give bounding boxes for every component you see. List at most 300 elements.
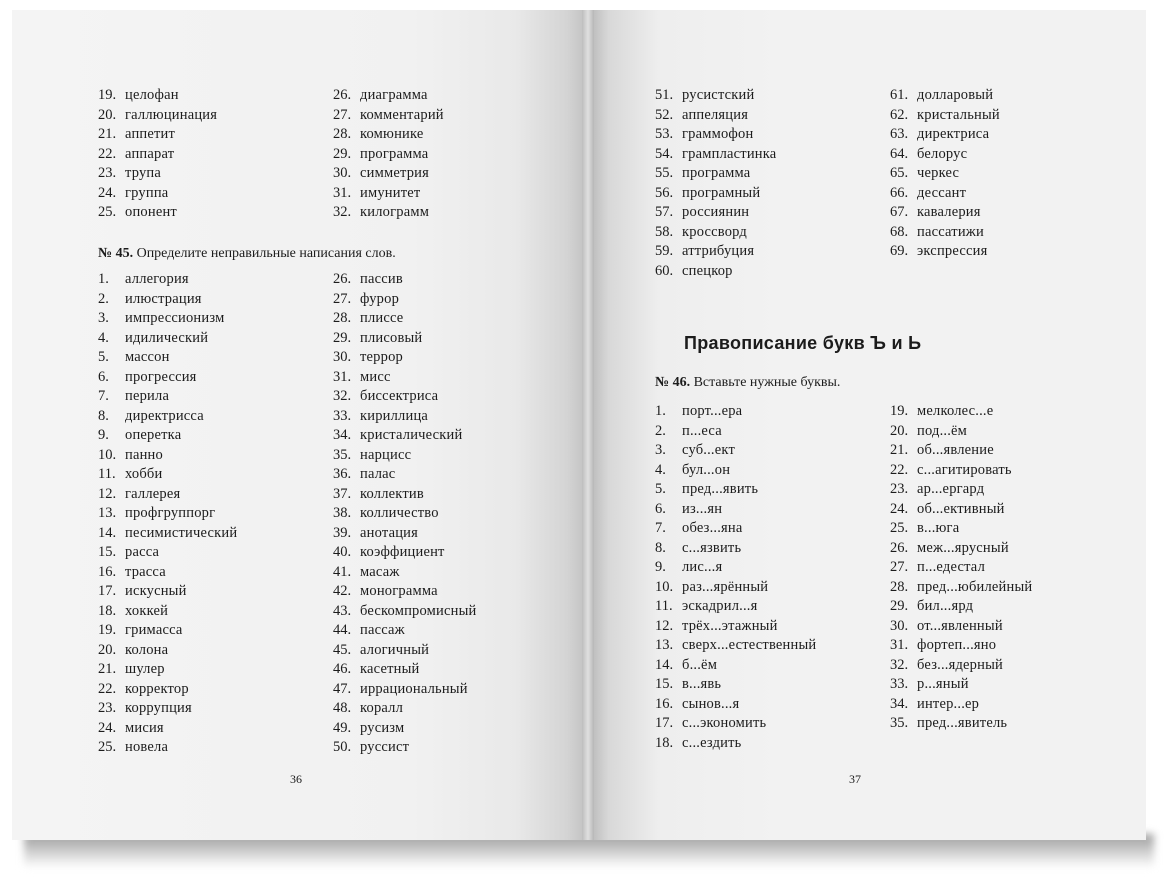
item-word: меж...ярусный	[917, 539, 1009, 556]
item-number: 35.	[890, 715, 909, 731]
list-item	[655, 578, 816, 598]
list-item	[890, 223, 1000, 243]
list-item	[98, 485, 237, 505]
item-word: аттрибуция	[682, 243, 755, 259]
list-item	[655, 164, 776, 184]
item-number: 34.	[890, 695, 909, 712]
item-word: долларовый	[917, 87, 994, 103]
item-word: бил...ярд	[917, 598, 974, 614]
item-word: с...ездить	[682, 734, 742, 751]
item-word: пред...явить	[682, 481, 759, 497]
list-item	[890, 125, 1000, 145]
item-word: расса	[125, 544, 160, 560]
item-number: 7.	[98, 388, 109, 404]
list-item	[333, 485, 477, 505]
item-number: 30.	[333, 349, 352, 365]
exercise-number: № 45.	[98, 246, 134, 261]
list-item	[890, 519, 1032, 539]
item-number: 63.	[890, 126, 909, 142]
item-number: 14.	[98, 524, 117, 541]
item-word: ар...ергард	[917, 481, 985, 497]
item-word: трупа	[125, 165, 162, 181]
exercise-number: № 46.	[655, 375, 691, 390]
item-word: с...экономить	[682, 715, 767, 731]
item-word: мисс	[360, 368, 391, 385]
item-number: 60.	[655, 262, 674, 279]
list-item	[333, 164, 444, 184]
list-item	[655, 184, 776, 204]
list-item	[333, 446, 477, 466]
item-word: масаж	[360, 563, 400, 580]
item-word: с...язвить	[682, 539, 742, 556]
list-item	[98, 125, 217, 145]
item-number: 15.	[98, 544, 117, 560]
item-number: 65.	[890, 165, 909, 181]
item-number: 58.	[655, 223, 674, 240]
item-word: биссектриса	[360, 388, 439, 404]
list-item	[890, 656, 1032, 676]
list-item	[98, 738, 237, 758]
item-number: 31.	[333, 184, 352, 201]
list-item	[98, 203, 217, 223]
item-number: 30.	[890, 617, 909, 634]
open-book	[10, 10, 1148, 868]
item-number: 40.	[333, 544, 352, 560]
item-number: 8.	[655, 539, 666, 556]
list-item	[890, 695, 1032, 715]
item-word: аппетит	[125, 126, 176, 142]
item-word: эскадрил...я	[682, 598, 758, 614]
list-item	[333, 387, 477, 407]
list-item	[333, 348, 477, 368]
item-word: целофан	[125, 87, 179, 103]
item-number: 34.	[333, 427, 352, 443]
item-word: программа	[360, 145, 429, 162]
item-word: песимистический	[125, 524, 238, 541]
item-word: мисия	[125, 719, 164, 736]
item-number: 21.	[890, 442, 909, 458]
item-word: аппарат	[125, 145, 175, 162]
item-word: галлерея	[125, 485, 181, 502]
item-word: пассаж	[360, 622, 405, 638]
item-word: пред...юбилейный	[917, 578, 1033, 595]
item-word: черкес	[917, 165, 960, 181]
list-item	[655, 636, 816, 656]
item-word: анотация	[360, 524, 418, 541]
item-word: пассив	[360, 271, 403, 287]
item-number: 28.	[333, 310, 352, 326]
item-number: 49.	[333, 719, 352, 736]
item-word: р...яный	[917, 676, 969, 692]
list-item	[98, 407, 237, 427]
item-word: из...ян	[682, 500, 723, 517]
list-item	[890, 86, 1000, 106]
list-item	[655, 617, 816, 637]
list-item	[655, 539, 816, 559]
item-word: комюнике	[360, 126, 424, 142]
item-word: гримасса	[125, 622, 183, 638]
item-number: 19.	[98, 622, 117, 638]
item-word: мелколес...е	[917, 403, 994, 419]
list-item	[890, 617, 1032, 637]
item-word: лис...я	[682, 559, 723, 575]
list-item	[98, 329, 237, 349]
list-item	[98, 719, 237, 739]
item-word: пассатижи	[917, 223, 984, 240]
item-number: 24.	[98, 719, 117, 736]
item-word: иррациональный	[360, 680, 468, 697]
list-item	[890, 675, 1032, 695]
list-item	[655, 262, 776, 282]
item-number: 31.	[333, 368, 352, 385]
list-item	[655, 480, 816, 500]
section-heading: Правописание букв Ъ и Ь	[684, 333, 922, 353]
item-word: дессант	[917, 184, 967, 201]
list-item	[333, 621, 477, 641]
item-word: граммофон	[682, 126, 754, 142]
list-item	[890, 636, 1032, 656]
item-word: белорус	[917, 145, 968, 162]
item-number: 45.	[333, 641, 352, 658]
item-word: хобби	[125, 466, 163, 482]
item-number: 59.	[655, 243, 674, 259]
item-number: 26.	[333, 87, 352, 103]
item-word: экспрессия	[917, 243, 988, 259]
item-number: 25.	[98, 204, 117, 220]
list-item	[655, 402, 816, 422]
item-word: под...ём	[917, 422, 968, 439]
item-number: 27.	[890, 559, 909, 575]
item-word: группа	[125, 184, 169, 201]
item-word: от...явленный	[917, 617, 1003, 634]
item-number: 2.	[98, 290, 109, 307]
item-number: 42.	[333, 583, 352, 599]
item-number: 25.	[890, 520, 909, 536]
item-word: трасса	[125, 563, 166, 580]
exercise-text: Определите неправильные написания слов.	[136, 246, 396, 261]
item-number: 32.	[333, 204, 352, 220]
list-item	[655, 125, 776, 145]
item-word: симметрия	[360, 165, 429, 181]
list-item	[98, 446, 237, 466]
list-item	[98, 86, 217, 106]
list-item	[98, 504, 237, 524]
left-top-column-2	[333, 86, 444, 223]
item-word: бул...он	[682, 461, 731, 478]
list-item	[333, 368, 477, 388]
list-item	[98, 290, 237, 310]
item-word: грампластинка	[682, 145, 777, 162]
item-number: 69.	[890, 243, 909, 259]
list-item	[333, 719, 477, 739]
item-word: русизм	[360, 719, 405, 736]
item-number: 54.	[655, 145, 674, 162]
item-word: искусный	[125, 583, 187, 599]
list-item	[333, 309, 477, 329]
list-item	[98, 524, 237, 544]
list-item	[655, 695, 816, 715]
item-number: 21.	[98, 661, 117, 677]
list-item	[333, 145, 444, 165]
item-number: 18.	[98, 602, 117, 619]
item-word: идилический	[125, 329, 209, 346]
item-word: монограмма	[360, 583, 438, 599]
item-number: 41.	[333, 563, 352, 580]
list-item	[333, 641, 477, 661]
item-word: коллектив	[360, 485, 424, 502]
list-item	[98, 426, 237, 446]
list-item	[655, 242, 776, 262]
item-number: 26.	[333, 271, 352, 287]
item-number: 3.	[655, 442, 666, 458]
item-word: опонент	[125, 204, 177, 220]
list-item	[890, 558, 1032, 578]
item-word: алогичный	[360, 641, 430, 658]
item-number: 9.	[655, 559, 666, 575]
list-item	[98, 270, 237, 290]
item-word: прогрессия	[125, 368, 197, 385]
list-item	[333, 184, 444, 204]
item-number: 36.	[333, 466, 352, 482]
list-item	[333, 270, 477, 290]
item-number: 23.	[890, 481, 909, 497]
item-number: 24.	[890, 500, 909, 517]
left-page	[12, 10, 584, 840]
item-word: коэффициент	[360, 544, 445, 560]
list-item	[890, 402, 1032, 422]
item-number: 15.	[655, 676, 674, 692]
item-number: 43.	[333, 602, 352, 619]
list-item	[98, 641, 237, 661]
list-item	[98, 563, 237, 583]
list-item	[890, 184, 1000, 204]
list-item	[98, 660, 237, 680]
list-item	[98, 602, 237, 622]
list-item	[98, 184, 217, 204]
list-item	[98, 699, 237, 719]
item-word: комментарий	[360, 106, 444, 123]
item-word: новела	[125, 739, 169, 755]
item-number: 9.	[98, 427, 109, 443]
item-number: 35.	[333, 446, 352, 463]
list-item	[890, 242, 1000, 262]
item-word: п...едестал	[917, 559, 986, 575]
item-number: 61.	[890, 87, 909, 103]
list-item	[98, 164, 217, 184]
list-item	[890, 203, 1000, 223]
item-word: п...еса	[682, 422, 722, 439]
item-word: профгруппорг	[125, 505, 216, 521]
item-number: 17.	[98, 583, 117, 599]
item-word: илюстрация	[125, 290, 202, 307]
exercise-45-instruction	[98, 246, 396, 262]
list-item	[655, 734, 816, 754]
list-item	[655, 714, 816, 734]
item-word: фурор	[360, 290, 400, 307]
item-number: 1.	[98, 271, 109, 287]
item-number: 28.	[333, 126, 352, 142]
item-number: 37.	[333, 485, 352, 502]
item-word: коррупция	[125, 700, 192, 716]
item-word: в...юга	[917, 520, 960, 536]
item-number: 14.	[655, 656, 674, 673]
item-number: 31.	[890, 637, 909, 653]
item-word: оперетка	[125, 427, 182, 443]
item-number: 55.	[655, 165, 674, 181]
item-word: панно	[125, 446, 163, 463]
item-number: 6.	[98, 368, 109, 385]
item-number: 47.	[333, 680, 352, 697]
item-word: кириллица	[360, 407, 429, 424]
item-number: 11.	[98, 466, 116, 482]
item-word: килограмм	[360, 204, 430, 220]
exercise-46-column-1	[655, 402, 816, 753]
list-item	[333, 86, 444, 106]
item-number: 16.	[655, 695, 674, 712]
item-number: 62.	[890, 106, 909, 123]
item-number: 67.	[890, 204, 909, 220]
exercise-45-column-2	[333, 270, 477, 758]
list-item	[98, 368, 237, 388]
item-number: 29.	[890, 598, 909, 614]
item-word: с...агитировать	[917, 461, 1012, 478]
item-word: пред...явитель	[917, 715, 1008, 731]
item-number: 22.	[98, 680, 117, 697]
item-word: массон	[125, 349, 170, 365]
item-number: 29.	[333, 329, 352, 346]
item-number: 8.	[98, 407, 109, 424]
page-number: 37	[849, 772, 861, 786]
list-item	[890, 164, 1000, 184]
exercise-46-instruction	[655, 375, 840, 391]
page-number: 36	[290, 772, 302, 786]
list-item	[333, 504, 477, 524]
list-item	[333, 602, 477, 622]
item-number: 38.	[333, 505, 352, 521]
item-number: 20.	[890, 422, 909, 439]
item-number: 33.	[890, 676, 909, 692]
item-word: бескомпромисный	[360, 602, 477, 619]
item-word: трёх...этажный	[682, 617, 778, 634]
item-number: 22.	[98, 145, 117, 162]
item-word: суб...ект	[682, 442, 735, 458]
item-number: 66.	[890, 184, 909, 201]
list-item	[333, 203, 444, 223]
item-number: 4.	[655, 461, 666, 478]
item-number: 46.	[333, 661, 352, 677]
item-number: 27.	[333, 106, 352, 123]
item-word: перила	[125, 388, 170, 404]
list-item	[655, 145, 776, 165]
list-item	[98, 621, 237, 641]
item-number: 23.	[98, 700, 117, 716]
list-item	[333, 407, 477, 427]
right-page	[592, 10, 1146, 840]
list-item	[890, 714, 1032, 734]
item-word: директриса	[917, 126, 990, 142]
book-gutter	[582, 10, 594, 840]
list-item	[890, 597, 1032, 617]
item-word: русистский	[682, 87, 755, 103]
item-word: без...ядерный	[917, 656, 1003, 673]
list-item	[890, 480, 1032, 500]
item-word: об...ективный	[917, 500, 1005, 517]
item-word: програмный	[682, 184, 761, 201]
item-word: кристальный	[917, 106, 1000, 123]
item-number: 32.	[333, 388, 352, 404]
item-number: 20.	[98, 641, 117, 658]
list-item	[98, 106, 217, 126]
item-word: россиянин	[682, 204, 750, 220]
list-item	[655, 675, 816, 695]
item-word: кавалерия	[917, 204, 981, 220]
item-word: фортеп...яно	[917, 637, 997, 653]
list-item	[333, 290, 477, 310]
list-item	[655, 422, 816, 442]
list-item	[655, 223, 776, 243]
item-number: 56.	[655, 184, 674, 201]
item-number: 17.	[655, 715, 674, 731]
item-word: галлюцинация	[125, 106, 218, 123]
item-word: кристалический	[360, 427, 463, 443]
item-number: 29.	[333, 145, 352, 162]
item-word: диаграмма	[360, 87, 428, 103]
list-item	[655, 461, 816, 481]
list-item	[98, 582, 237, 602]
list-item	[890, 578, 1032, 598]
item-word: руссист	[360, 739, 410, 755]
item-word: коралл	[360, 700, 404, 716]
item-word: порт...ера	[682, 403, 743, 419]
item-word: программа	[682, 165, 751, 181]
item-word: колона	[125, 641, 169, 658]
item-number: 44.	[333, 622, 352, 638]
item-number: 11.	[655, 598, 673, 614]
item-number: 18.	[655, 734, 674, 751]
item-word: б...ём	[682, 656, 718, 673]
item-word: импрессионизм	[125, 310, 225, 326]
item-word: сверх...естественный	[682, 637, 817, 653]
item-number: 6.	[655, 500, 666, 517]
item-number: 19.	[98, 87, 117, 103]
list-item	[655, 656, 816, 676]
item-number: 20.	[98, 106, 117, 123]
list-item	[890, 539, 1032, 559]
list-item	[98, 680, 237, 700]
list-item	[890, 441, 1032, 461]
list-item	[98, 309, 237, 329]
list-item	[655, 597, 816, 617]
list-item	[333, 106, 444, 126]
list-item	[333, 465, 477, 485]
list-item	[890, 106, 1000, 126]
list-item	[655, 86, 776, 106]
item-number: 13.	[655, 637, 674, 653]
item-word: сынов...я	[682, 695, 740, 712]
item-number: 5.	[98, 349, 109, 365]
list-item	[655, 519, 816, 539]
item-number: 1.	[655, 403, 666, 419]
item-word: аллегория	[125, 271, 189, 287]
item-word: кроссворд	[682, 223, 748, 240]
list-item	[333, 680, 477, 700]
item-number: 30.	[333, 165, 352, 181]
item-number: 51.	[655, 87, 674, 103]
item-word: шулер	[125, 661, 165, 677]
left-top-column-1	[98, 86, 217, 223]
list-item	[890, 422, 1032, 442]
item-word: об...явление	[917, 442, 994, 458]
